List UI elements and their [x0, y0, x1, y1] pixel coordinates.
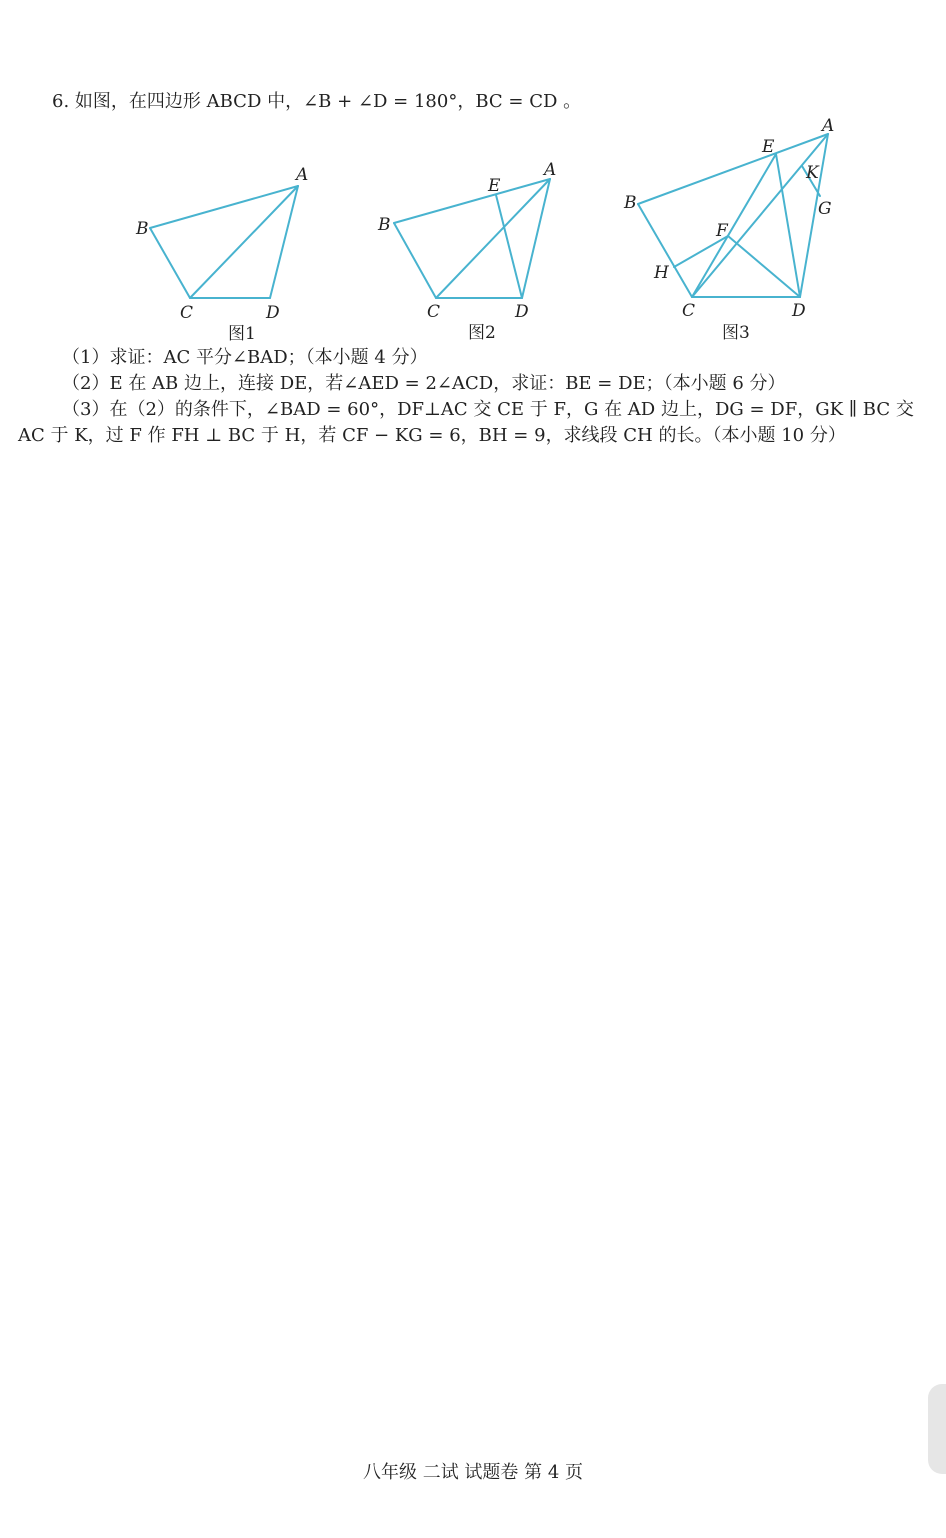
- figure-1-caption: 图1: [228, 324, 256, 344]
- segment-cb: [150, 228, 190, 298]
- point-label-b: B: [624, 193, 637, 213]
- figure-3: [620, 112, 850, 347]
- point-label-c: C: [427, 302, 441, 322]
- segment-df: [728, 236, 800, 297]
- segment-ca: [190, 186, 298, 298]
- scroll-handle[interactable]: [928, 1384, 946, 1474]
- point-label-d: D: [792, 301, 806, 321]
- point-label-c: C: [682, 301, 696, 321]
- point-label-d: D: [515, 302, 529, 322]
- segment-ce: [692, 154, 776, 297]
- point-label-d: D: [266, 303, 280, 323]
- point-label-a: A: [544, 160, 557, 180]
- question-part-3-line-1: （3）在（2）的条件下，∠BAD = 60°，DF⊥AC 交 CE 于 F，G 在 AD 边上，DG = DF，GK ∥ BC 交: [62, 399, 914, 420]
- segment-ba: [394, 179, 550, 223]
- figure-3-diagram: [620, 112, 850, 347]
- point-label-a: A: [296, 165, 309, 185]
- point-label-k: K: [806, 163, 819, 183]
- segment-ad: [522, 179, 550, 298]
- point-label-e: E: [488, 176, 501, 196]
- point-label-f: F: [716, 221, 728, 241]
- segment-ad: [270, 186, 298, 298]
- segment-cb: [638, 204, 692, 297]
- figure-1-diagram: [130, 160, 330, 345]
- question-part-3-line-2: AC 于 K，过 F 作 FH ⊥ BC 于 H，若 CF − KG = 6，BH = 9，求线段 CH 的长。（本小题 10 分）: [18, 425, 846, 446]
- point-label-c: C: [180, 303, 194, 323]
- figure-2: [372, 155, 572, 345]
- segment-ba: [150, 186, 298, 228]
- point-label-g: G: [818, 199, 832, 219]
- figure-1: [130, 160, 330, 345]
- point-label-e: E: [762, 137, 775, 157]
- question-part-2: （2）E 在 AB 边上，连接 DE，若∠AED = 2∠ACD，求证：BE = DE；（本小题 6 分）: [62, 373, 786, 394]
- point-label-h: H: [654, 263, 669, 283]
- problem-title: 6. 如图，在四边形 ABCD 中，∠B + ∠D = 180°，BC = CD 。: [52, 91, 582, 112]
- figure-3-caption: 图3: [722, 323, 750, 343]
- point-label-a: A: [822, 116, 835, 136]
- segment-ed: [776, 154, 800, 297]
- point-label-b: B: [136, 219, 149, 239]
- figure-2-caption: 图2: [468, 323, 496, 343]
- point-label-b: B: [378, 215, 391, 235]
- question-part-1: （1）求证：AC 平分∠BAD；（本小题 4 分）: [62, 347, 428, 368]
- figure-2-diagram: [372, 155, 572, 345]
- page-footer: 八年级 二试 试题卷 第 4 页: [362, 1462, 584, 1483]
- segment-ed: [496, 195, 522, 298]
- segment-cb: [394, 223, 436, 298]
- segment-ca: [436, 179, 550, 298]
